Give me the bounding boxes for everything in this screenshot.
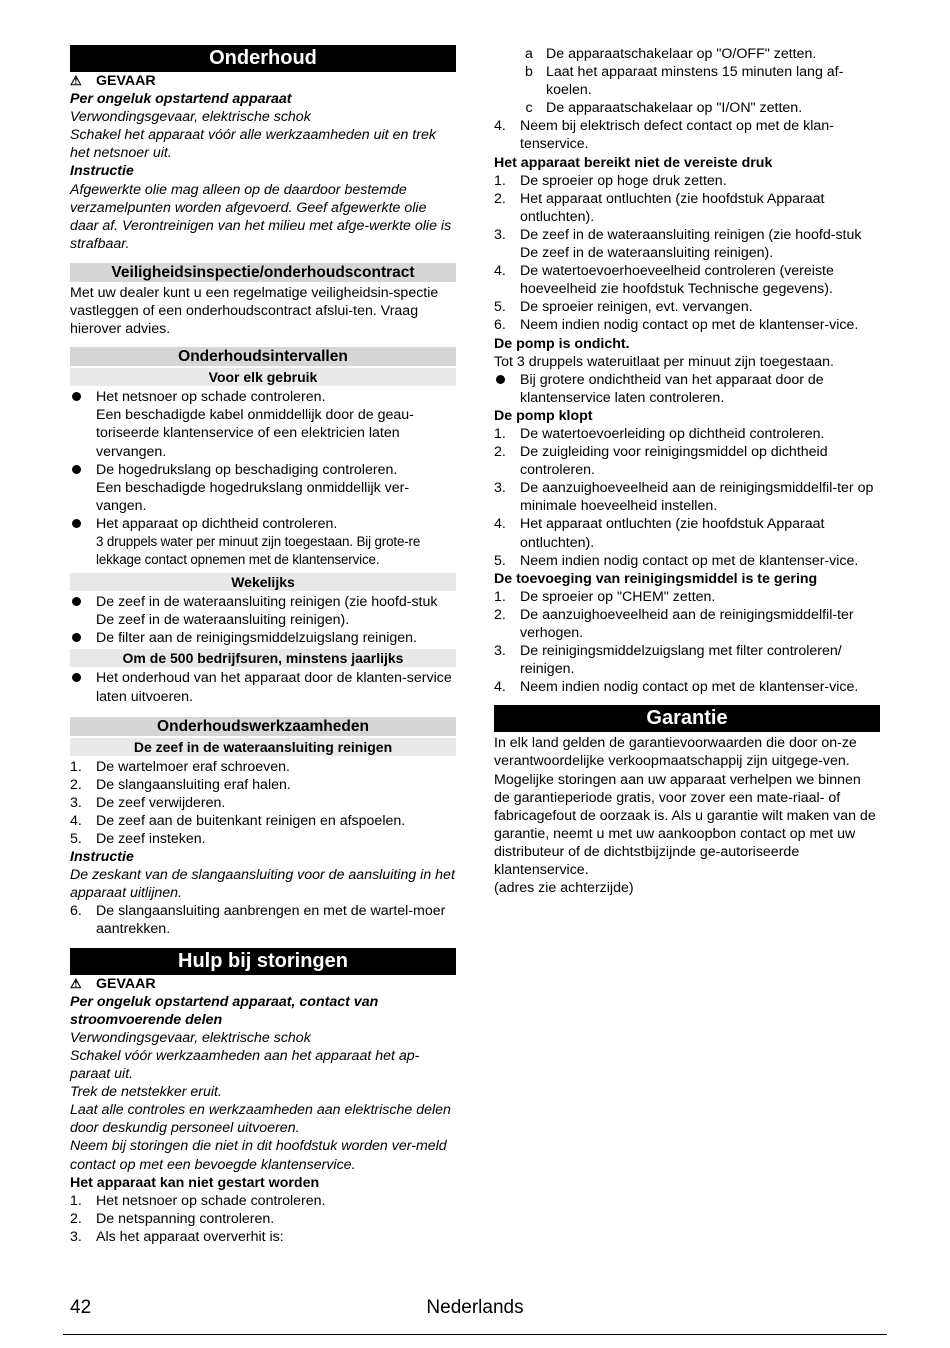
step-number: 5. [70, 831, 82, 847]
section-title-garantie: Garantie [494, 705, 880, 732]
danger-line: Schakel vóór werkzaamheden aan het apparaat het ap-paraat uit. [70, 1047, 420, 1083]
step-item [70, 1228, 456, 1246]
step-item [70, 776, 456, 794]
list-item [494, 371, 880, 407]
step-text: De reinigingsmiddelzuigslang met filter controleren/ reinigen. [520, 643, 842, 678]
danger-notice [70, 72, 456, 90]
step-item [70, 830, 456, 848]
bullet-dot-icon [72, 392, 81, 401]
step-item [494, 443, 880, 479]
step-number: 5. [494, 299, 506, 316]
step-item [70, 794, 456, 812]
subsection-title-weekly: Wekelijks [70, 573, 456, 591]
step-text: Het apparaat ontluchten (zie hoofdstuk Apparaat ontluchten). [520, 190, 825, 225]
list-item [70, 669, 456, 705]
list-item-text: Bij grotere ondichtheid van het apparaat door de klantenservice laten controleren. [520, 371, 824, 406]
step-item [494, 606, 880, 642]
step-number: 3. [494, 480, 506, 497]
step-number: 2. [70, 776, 82, 793]
step-number: 3. [70, 1228, 82, 1245]
step-text: Het apparaat ontluchten (zie hoofdstuk Apparaat ontluchten). [520, 516, 825, 551]
step-item [494, 552, 880, 570]
substep-letter: a [525, 46, 533, 62]
warning-triangle-icon: ⚠ [70, 975, 82, 991]
step-text: Neem indien nodig contact op met de klantenser-vice. [520, 317, 859, 334]
bullet-dot-icon [496, 375, 505, 384]
substep-letter: c [525, 100, 533, 117]
step-text: De aanzuighoeveelheid aan de reinigingsmiddelfil-ter op minimale hoeveelheid instellen. [520, 480, 874, 515]
step-number: 3. [494, 643, 506, 660]
instruction-label: Instructie [70, 163, 134, 180]
fault-text: Tot 3 druppels wateruitlaat per minuut zijn toegestaan. [494, 353, 834, 370]
bullet-dot-icon [72, 633, 81, 642]
step-number: 4. [494, 263, 506, 280]
list-item [70, 461, 456, 515]
substep-text: De apparaatschakelaar op "O/OFF" zetten. [546, 46, 817, 62]
section-title-work: Onderhoudswerkzaamheden [70, 717, 456, 736]
fault-title: De pomp klopt [494, 407, 593, 424]
step-text: De netspanning controleren. [96, 1210, 275, 1227]
list-item-text: De hogedrukslang op beschadiging controleren. [96, 461, 398, 478]
step-item [494, 262, 880, 298]
step-text: Neem bij elektrisch defect contact op met de klan-tenservice. [520, 118, 834, 153]
bullet-dot-icon [72, 597, 81, 606]
substep-item [494, 45, 880, 63]
list-item-text: Het onderhoud van het apparaat door de klanten-service laten uitvoeren. [96, 670, 452, 705]
step-text: De slangaansluiting eraf halen. [96, 776, 291, 793]
step-text: Neem indien nodig contact op met de klantenser-vice. [520, 679, 859, 696]
step-number: 2. [494, 444, 506, 461]
step-number: 1. [70, 758, 82, 775]
step-number: 1. [494, 588, 506, 605]
danger-line: Schakel het apparaat vóór alle werkzaamheden uit en trek het netsnoer uit. [70, 127, 436, 162]
list-item [70, 515, 456, 569]
step-item [70, 902, 456, 938]
step-item [494, 515, 880, 551]
section-title-intervals: Onderhoudsintervallen [70, 347, 456, 366]
section-title-onderhoud: Onderhoud [70, 45, 456, 72]
danger-lead: Per ongeluk opstartend apparaat, contact van stroomvoerende delen [70, 993, 379, 1028]
step-text: De zeef in de wateraansluiting reinigen (zie hoofd-stuk De zeef in de wateraansluiting reinigen). [520, 226, 862, 262]
section-title-contract: Veiligheidsinspectie/onderhoudscontract [70, 263, 456, 282]
danger-label: GEVAAR [96, 975, 156, 992]
section-title-help: Hulp bij storingen [70, 948, 456, 975]
subsection-title-each-use: Voor elk gebruik [70, 368, 456, 386]
list-item-text: De filter aan de reinigingsmiddelzuigslang reinigen. [96, 630, 417, 647]
step-number: 2. [494, 190, 506, 207]
list-item-text: Het netsnoer op schade controleren. [96, 389, 326, 406]
bullet-dot-icon [72, 519, 81, 528]
step-text: De zeef verwijderen. [96, 794, 226, 811]
bullet-dot-icon [72, 673, 81, 682]
instruction-text: De zeskant van de slangaansluiting voor de aansluiting in het apparaat uitlijnen. [70, 867, 455, 902]
step-number: 4. [494, 516, 506, 533]
step-text: De slangaansluiting aanbrengen en met de wartel-moer aantrekken. [96, 903, 446, 938]
right-column [494, 45, 880, 897]
step-text: De sproeier op "CHEM" zetten. [520, 588, 716, 605]
step-number: 4. [494, 679, 506, 696]
list-item-note: 3 druppels water per minuut zijn toegestaan. Bij grote-re lekkage contact opnemen met de klantenservice. [96, 533, 421, 568]
danger-label: GEVAAR [96, 73, 156, 89]
fault-title: Het apparaat bereikt niet de vereiste druk [494, 154, 773, 171]
step-number: 5. [494, 552, 506, 569]
step-number: 4. [70, 812, 82, 829]
fault-title: De pomp is ondicht. [494, 335, 630, 352]
step-item [494, 172, 880, 190]
step-number: 1. [494, 172, 506, 189]
step-text: De sproeier op hoge druk zetten. [520, 172, 727, 189]
step-item [494, 642, 880, 678]
step-item [70, 758, 456, 776]
step-text: De watertoevoerhoeveelheid controleren (vereiste hoeveelheid zie hoofdstuk Technische gegevens). [520, 263, 834, 298]
danger-notice [70, 975, 456, 993]
substep-item [494, 99, 880, 117]
step-text: De wartelmoer eraf schroeven. [96, 758, 290, 775]
step-text: De zeef aan de buitenkant reinigen en afspoelen. [96, 812, 406, 829]
garantie-text: In elk land gelden de garantievoorwaarden die door on-ze verantwoordelijke verkoopmaatschappij zijn uitgege-ven. Mogelijke storingen aan uw apparaat verhelpen we binnen de garantieperiode gratis, voor zover een mate-riaal- of fabricagefout de oorzaak is. Als u garantie wilt maken van de garantie, neemt u met uw aankoopbon contact op met uw distributeur of de dichtstbijzijnde ge-autoriseerde klantenservice. [494, 735, 876, 879]
step-item [494, 678, 880, 696]
list-item-note: Een beschadigde kabel onmiddellijk door de geau-toriseerde klantenservice of een elektricien laten vervangen. [96, 407, 414, 460]
step-number: 3. [70, 794, 82, 811]
step-item [70, 1192, 456, 1210]
step-item [70, 812, 456, 830]
footer-language: Nederlands [426, 1297, 524, 1318]
step-number: 6. [70, 903, 82, 920]
list-item [70, 388, 456, 460]
step-number: 4. [494, 118, 506, 135]
step-item [494, 226, 880, 262]
step-item [70, 1210, 456, 1228]
step-item [494, 190, 880, 226]
bullet-dot-icon [72, 465, 81, 474]
footer-divider [63, 1334, 887, 1335]
step-number: 2. [494, 606, 506, 623]
danger-line: Trek de netstekker eruit. [70, 1084, 222, 1101]
step-text: De sproeier reinigen, evt. vervangen. [520, 299, 753, 316]
left-column [70, 45, 456, 1246]
step-number: 2. [70, 1210, 82, 1227]
instruction-text: Afgewerkte olie mag alleen op de daardoor bestemde verzamelpunten worden afgevoerd. Geef afgewerkte olie daar af. Verontreinigen van het milieu met afge-werkte olie is strafbaar. [70, 181, 452, 252]
step-item [494, 117, 880, 153]
fault-title: Het apparaat kan niet gestart worden [70, 1174, 320, 1191]
danger-lead: Per ongeluk opstartend apparaat [70, 91, 292, 108]
list-item [70, 593, 456, 629]
substep-text: De apparaatschakelaar op "I/ON" zetten. [546, 100, 803, 117]
step-number: 3. [494, 226, 506, 243]
subsection-title-yearly: Om de 500 bedrijfsuren, minstens jaarlijks [70, 649, 456, 667]
step-number: 1. [70, 1192, 82, 1209]
step-item [494, 316, 880, 334]
step-text: De aanzuighoeveelheid aan de reinigingsmiddelfil-ter verhogen. [520, 606, 854, 641]
danger-line: Neem bij storingen die niet in dit hoofdstuk worden ver-meld contact op met een bevoegde klantenservice. [70, 1138, 447, 1173]
page-number: 42 [70, 1297, 92, 1318]
subsection-title-filter: De zeef in de wateraansluiting reinigen [70, 738, 456, 756]
warning-triangle-icon: ⚠ [70, 73, 82, 88]
substep-text: Laat het apparaat minstens 15 minuten lang af-koelen. [546, 64, 844, 99]
list-item-text: De zeef in de wateraansluiting reinigen (zie hoofd-stuk De zeef in de wateraansluiting reinigen). [96, 594, 438, 629]
step-text: De zuigleiding voor reinigingsmiddel op dichtheid controleren. [520, 444, 828, 479]
step-item [494, 425, 880, 443]
step-number: 6. [494, 317, 506, 334]
step-item [494, 588, 880, 606]
substep-item [494, 63, 880, 99]
danger-line: Verwondingsgevaar, elektrische schok [70, 109, 311, 126]
garantie-address: (adres zie achterzijde) [494, 880, 634, 897]
step-text: Het netsnoer op schade controleren. [96, 1192, 326, 1209]
step-text: De zeef insteken. [96, 831, 206, 847]
list-item-note: Een beschadigde hogedrukslang onmiddellijk ver-vangen. [96, 479, 410, 514]
list-item-text: Het apparaat op dichtheid controleren. [96, 515, 338, 532]
instruction-label: Instructie [70, 849, 134, 866]
step-number: 1. [494, 425, 506, 442]
step-text: Als het apparaat oververhit is: [96, 1228, 284, 1245]
fault-title: De toevoeging van reinigingsmiddel is te gering [494, 570, 818, 587]
step-text: Neem indien nodig contact op met de klantenser-vice. [520, 552, 859, 569]
substep-letter: b [525, 64, 533, 81]
list-item [70, 629, 456, 647]
danger-line: Verwondingsgevaar, elektrische schok [70, 1029, 311, 1046]
step-item [494, 298, 880, 316]
step-text: De watertoevoerleiding op dichtheid controleren. [520, 425, 825, 442]
danger-line: Laat alle controles en werkzaamheden aan elektrische delen door deskundig personeel uitvoeren. [70, 1102, 451, 1137]
contract-text: Met uw dealer kunt u een regelmatige veiligheidsin-spectie vastleggen of een onderhoudscontract afslui-ten. Vraag hierover advies. [70, 284, 439, 338]
step-item [494, 479, 880, 515]
